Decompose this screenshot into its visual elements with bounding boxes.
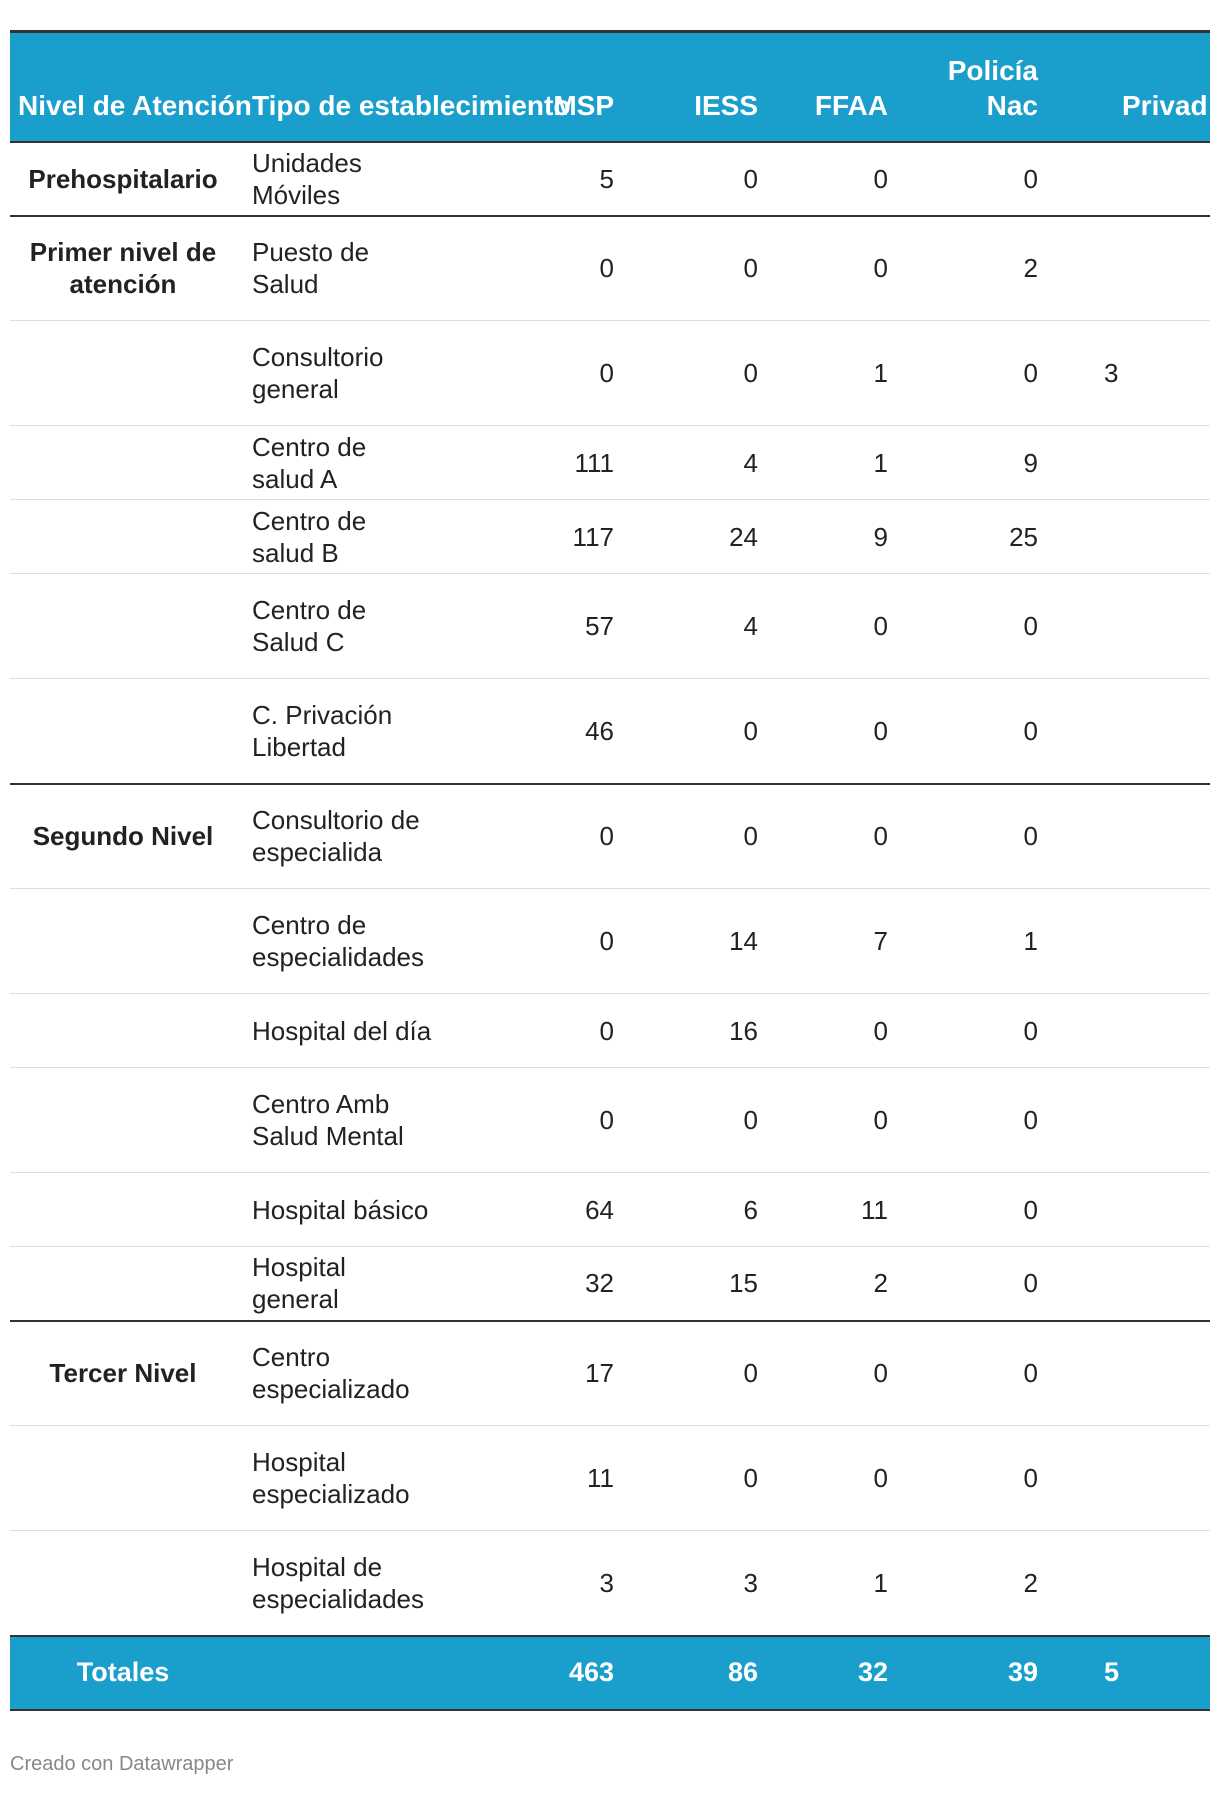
cell-privado bbox=[1066, 1173, 1210, 1247]
cell-policia-nac: 0 bbox=[906, 1173, 1066, 1247]
table-row bbox=[10, 426, 1210, 500]
cell-privado bbox=[1066, 1247, 1210, 1321]
cell-msp: 0 bbox=[462, 1068, 642, 1173]
cell-tipo: Hospital general bbox=[236, 1247, 462, 1321]
table-row bbox=[10, 679, 1210, 784]
cell-msp: 64 bbox=[462, 1173, 642, 1247]
totals-privado: 5 bbox=[1104, 1657, 1120, 1687]
table-footer bbox=[10, 1636, 1210, 1710]
totals-label: Totales bbox=[76, 1657, 170, 1687]
cell-privado bbox=[1066, 1068, 1210, 1173]
cell-tipo: C. Privación Libertad bbox=[236, 679, 462, 784]
table-row bbox=[10, 1068, 1210, 1173]
cell-privado bbox=[1066, 426, 1210, 500]
table-row bbox=[10, 216, 1210, 321]
cell-iess: 0 bbox=[642, 142, 770, 216]
cell-tipo: Centro Amb Salud Mental bbox=[236, 1068, 462, 1173]
cell-privado bbox=[1066, 889, 1210, 994]
cell-ffaa: 1 bbox=[770, 321, 906, 426]
cell-nivel bbox=[10, 1068, 236, 1173]
cell-iess: 0 bbox=[642, 216, 770, 321]
cell-tipo: Centro de especialidades bbox=[236, 889, 462, 994]
cell-policia-nac: 0 bbox=[906, 142, 1066, 216]
datawrapper-credit[interactable]: Creado con Datawrapper bbox=[10, 1753, 234, 1775]
cell-privado bbox=[1066, 679, 1210, 784]
cell-msp: 11 bbox=[462, 1426, 642, 1531]
cell-nivel bbox=[10, 889, 236, 994]
cell-msp: 117 bbox=[462, 500, 642, 574]
cell-policia-nac: 0 bbox=[906, 1247, 1066, 1321]
cell-nivel bbox=[10, 426, 236, 500]
cell-iess: 0 bbox=[642, 1068, 770, 1173]
header-row bbox=[10, 32, 1210, 142]
table-row bbox=[10, 1531, 1210, 1636]
cell-tipo: Hospital de especialidades bbox=[236, 1531, 462, 1636]
table-row bbox=[10, 1247, 1210, 1321]
cell-iess: 14 bbox=[642, 889, 770, 994]
cell-tipo: Centro especializado bbox=[236, 1321, 462, 1426]
cell-policia-nac: 2 bbox=[906, 216, 1066, 321]
cell-msp: 5 bbox=[462, 142, 642, 216]
cell-nivel bbox=[10, 994, 236, 1068]
cell-policia-nac: 25 bbox=[906, 500, 1066, 574]
header-ffaa[interactable]: FFAA bbox=[814, 89, 888, 121]
cell-ffaa: 0 bbox=[770, 784, 906, 889]
table-body bbox=[10, 142, 1210, 1636]
header-iess[interactable]: IESS bbox=[694, 89, 758, 121]
cell-policia-nac: 1 bbox=[906, 889, 1066, 994]
cell-nivel bbox=[10, 1426, 236, 1531]
establishments-table bbox=[10, 30, 1210, 1711]
cell-ffaa: 7 bbox=[770, 889, 906, 994]
cell-policia-nac: 0 bbox=[906, 574, 1066, 679]
cell-ffaa: 1 bbox=[770, 1531, 906, 1636]
header-tipo-establecimiento[interactable]: Tipo de establecimiento bbox=[252, 89, 571, 121]
cell-iess: 4 bbox=[642, 574, 770, 679]
cell-privado bbox=[1066, 142, 1210, 216]
table-row bbox=[10, 994, 1210, 1068]
table-row bbox=[10, 321, 1210, 426]
cell-ffaa: 0 bbox=[770, 1426, 906, 1531]
table-row bbox=[10, 142, 1210, 216]
cell-privado bbox=[1066, 574, 1210, 679]
cell-ffaa: 0 bbox=[770, 1321, 906, 1426]
cell-policia-nac: 0 bbox=[906, 994, 1066, 1068]
header-msp[interactable]: MSP bbox=[553, 89, 614, 121]
cell-policia-nac: 0 bbox=[906, 321, 1066, 426]
cell-nivel bbox=[10, 500, 236, 574]
cell-iess: 15 bbox=[642, 1247, 770, 1321]
table-row bbox=[10, 574, 1210, 679]
cell-nivel: Tercer Nivel bbox=[10, 1321, 236, 1426]
cell-privado bbox=[1066, 1321, 1210, 1426]
cell-nivel bbox=[10, 1531, 236, 1636]
cell-iess: 4 bbox=[642, 426, 770, 500]
table-row bbox=[10, 1321, 1210, 1426]
cell-privado bbox=[1066, 216, 1210, 321]
cell-tipo: Unidades Móviles bbox=[236, 142, 462, 216]
cell-policia-nac: 2 bbox=[906, 1531, 1066, 1636]
cell-policia-nac: 9 bbox=[906, 426, 1066, 500]
cell-tipo: Consultorio general bbox=[236, 321, 462, 426]
cell-ffaa: 0 bbox=[770, 1068, 906, 1173]
cell-privado bbox=[1066, 1531, 1210, 1636]
cell-iess: 0 bbox=[642, 784, 770, 889]
cell-iess: 0 bbox=[642, 1321, 770, 1426]
cell-nivel bbox=[10, 574, 236, 679]
cell-privado bbox=[1066, 1426, 1210, 1531]
totals-tipo-cell bbox=[236, 1636, 462, 1710]
cell-msp: 46 bbox=[462, 679, 642, 784]
cell-msp: 57 bbox=[462, 574, 642, 679]
cell-msp: 0 bbox=[462, 216, 642, 321]
cell-nivel: Segundo Nivel bbox=[10, 784, 236, 889]
cell-tipo: Centro de salud A bbox=[236, 426, 462, 500]
cell-privado bbox=[1066, 784, 1210, 889]
cell-tipo: Puesto de Salud bbox=[236, 216, 462, 321]
cell-iess: 0 bbox=[642, 321, 770, 426]
cell-msp: 111 bbox=[462, 426, 642, 500]
cell-ffaa: 1 bbox=[770, 426, 906, 500]
cell-tipo: Hospital especializado bbox=[236, 1426, 462, 1531]
cell-msp: 0 bbox=[462, 784, 642, 889]
cell-ffaa: 0 bbox=[770, 574, 906, 679]
cell-nivel: Primer nivel de atención bbox=[10, 216, 236, 321]
cell-msp: 0 bbox=[462, 994, 642, 1068]
cell-policia-nac: 0 bbox=[906, 1426, 1066, 1531]
cell-policia-nac: 0 bbox=[906, 784, 1066, 889]
header-privado[interactable]: Privad bbox=[1122, 89, 1208, 121]
cell-tipo: Centro de Salud C bbox=[236, 574, 462, 679]
cell-ffaa: 0 bbox=[770, 216, 906, 321]
table-row bbox=[10, 1426, 1210, 1531]
table-row bbox=[10, 784, 1210, 889]
cell-msp: 17 bbox=[462, 1321, 642, 1426]
cell-ffaa: 0 bbox=[770, 679, 906, 784]
totals-row bbox=[10, 1636, 1210, 1710]
cell-tipo: Hospital básico bbox=[236, 1173, 462, 1247]
totals-iess: 86 bbox=[727, 1657, 758, 1687]
cell-tipo: Hospital del día bbox=[236, 994, 462, 1068]
cell-tipo: Consultorio de especialida bbox=[236, 784, 462, 889]
cell-iess: 0 bbox=[642, 1426, 770, 1531]
cell-privado bbox=[1066, 994, 1210, 1068]
cell-policia-nac: 0 bbox=[906, 1321, 1066, 1426]
cell-iess: 24 bbox=[642, 500, 770, 574]
cell-iess: 16 bbox=[642, 994, 770, 1068]
cell-policia-nac: 0 bbox=[906, 1068, 1066, 1173]
cell-iess: 3 bbox=[642, 1531, 770, 1636]
header-nivel-atencion[interactable]: Nivel de Atención bbox=[18, 89, 252, 121]
cell-ffaa: 9 bbox=[770, 500, 906, 574]
totals-policia-nac: 39 bbox=[1007, 1657, 1038, 1687]
cell-msp: 3 bbox=[462, 1531, 642, 1636]
cell-iess: 6 bbox=[642, 1173, 770, 1247]
table-row bbox=[10, 500, 1210, 574]
cell-tipo: Centro de salud B bbox=[236, 500, 462, 574]
cell-msp: 32 bbox=[462, 1247, 642, 1321]
totals-ffaa: 32 bbox=[857, 1657, 888, 1687]
cell-nivel bbox=[10, 321, 236, 426]
cell-nivel bbox=[10, 1247, 236, 1321]
cell-iess: 0 bbox=[642, 679, 770, 784]
cell-ffaa: 0 bbox=[770, 994, 906, 1068]
cell-policia-nac: 0 bbox=[906, 679, 1066, 784]
cell-ffaa: 11 bbox=[770, 1173, 906, 1247]
totals-msp: 463 bbox=[568, 1657, 614, 1687]
header-policia-nac[interactable]: Policía Nac bbox=[947, 54, 1038, 121]
data-table-container bbox=[10, 30, 1210, 1711]
table-row bbox=[10, 1173, 1210, 1247]
cell-privado bbox=[1066, 500, 1210, 574]
cell-nivel bbox=[10, 679, 236, 784]
table-row bbox=[10, 889, 1210, 994]
cell-ffaa: 2 bbox=[770, 1247, 906, 1321]
cell-nivel bbox=[10, 1173, 236, 1247]
cell-msp: 0 bbox=[462, 889, 642, 994]
cell-nivel: Prehospitalario bbox=[10, 142, 236, 216]
cell-ffaa: 0 bbox=[770, 142, 906, 216]
cell-privado: 3 bbox=[1066, 321, 1210, 426]
cell-msp: 0 bbox=[462, 321, 642, 426]
table-header bbox=[10, 32, 1210, 142]
